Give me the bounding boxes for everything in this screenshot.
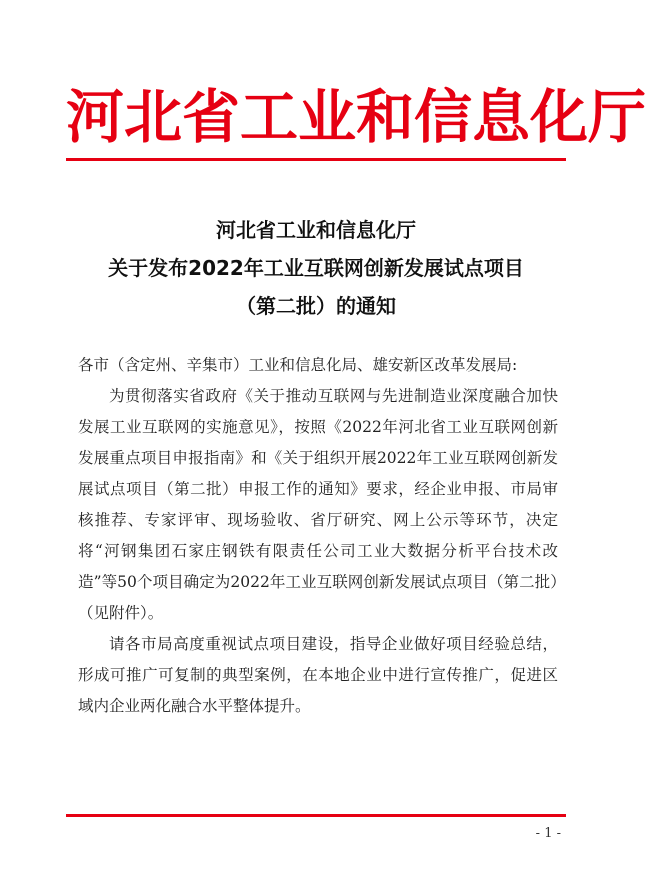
title-line-2: 关于发布2022年工业互联网创新发展试点项目: [108, 256, 524, 280]
title-line-3: （第二批）的通知: [236, 294, 396, 318]
addressee: 各市（含定州、辛集市）工业和信息化局、雄安新区改革发展局:: [78, 356, 518, 374]
issuer-masthead: 河北省工业和信息化厅: [66, 83, 646, 151]
body-paragraph-1: 为贯彻落实省政府《关于推动互联网与先进制造业深度融合加快发展工业互联网的实施意见》，按照《2022年河北省工业互联网创新发展重点项目申报指南》和《关于组织开展2022年工业互联网创新发展试点项目（第二批）申报工作的通知》要求，经企业申报、市局审核推荐、专家评审、现场验收、省厅研究、网上公示等环节，决定将“河钢集团石家庄钢铁有限责任公司工业大数据分析平台技术改造”等50个项目确定为2022年工业互联网创新发展试点项目（第二批）（见附件）。: [78, 387, 558, 622]
header-red-rule: [66, 158, 566, 161]
body-paragraph-2: 请各市局高度重视试点项目建设，指导企业做好项目经验总结，形成可推广可复制的典型案例，在本地企业中进行宣传推广，促进区域内企业两化融合水平整体提升。: [78, 635, 558, 715]
page-number: - 1 -: [535, 826, 561, 841]
title-line-1: 河北省工业和信息化厅: [216, 218, 416, 242]
footer-red-rule: [66, 814, 566, 817]
notice-body: [78, 350, 558, 722]
